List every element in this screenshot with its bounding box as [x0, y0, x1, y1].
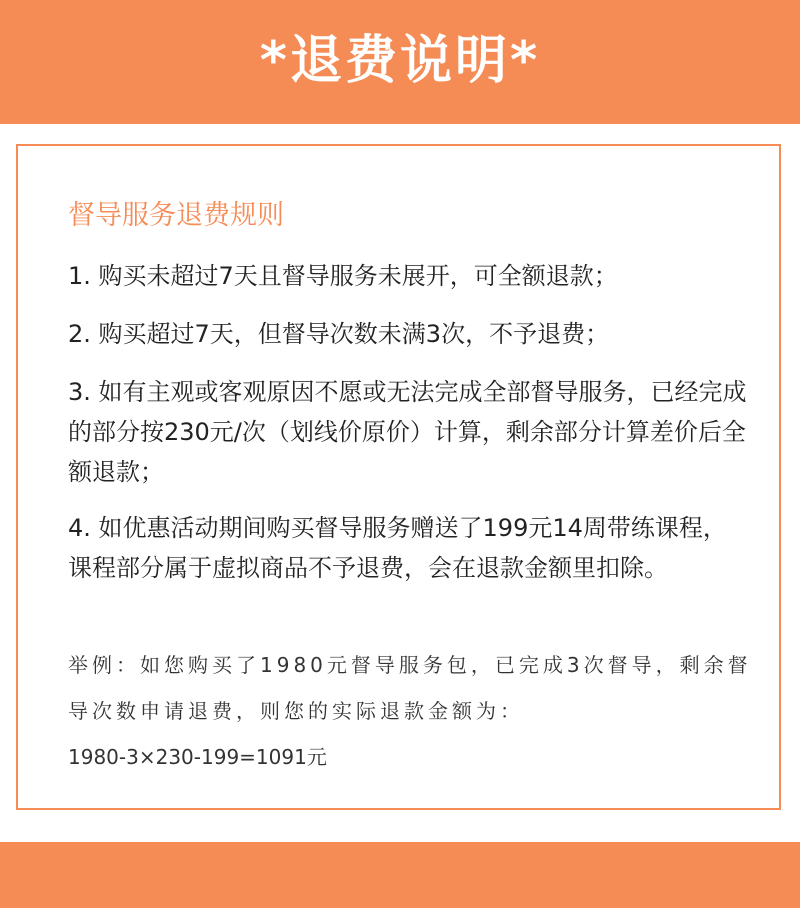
page-title: *退费说明* [259, 31, 541, 91]
section-heading: 督导服务退费规则 [68, 200, 284, 231]
rule-item-2: 2. 购买超过7天，但督导次数未满3次，不予退费； [68, 320, 610, 348]
rule-item-3: 3. 如有主观或客观原因不愿或无法完成全部督导服务，已经完成的部分按230元/次（划线价原价）计算，剩余部分计算差价后全额退款； [68, 378, 747, 486]
content-panel [0, 124, 800, 842]
refund-rules-card [16, 144, 781, 810]
example-formula: 1980-3×230-199=1091元 [68, 745, 327, 769]
rule-item-4: 4. 如优惠活动期间购买督导服务赠送了199元14周带练课程，课程部分属于虚拟商品不予退费，会在退款金额里扣除。 [68, 514, 727, 582]
rule-item-1: 1. 购买未超过7天且督导服务未展开，可全额退款； [68, 262, 618, 290]
example-text: 举例：如您购买了1980元督导服务包，已完成3次督导，剩余督导次数申请退费，则您的实际退款金额为： [68, 653, 752, 723]
